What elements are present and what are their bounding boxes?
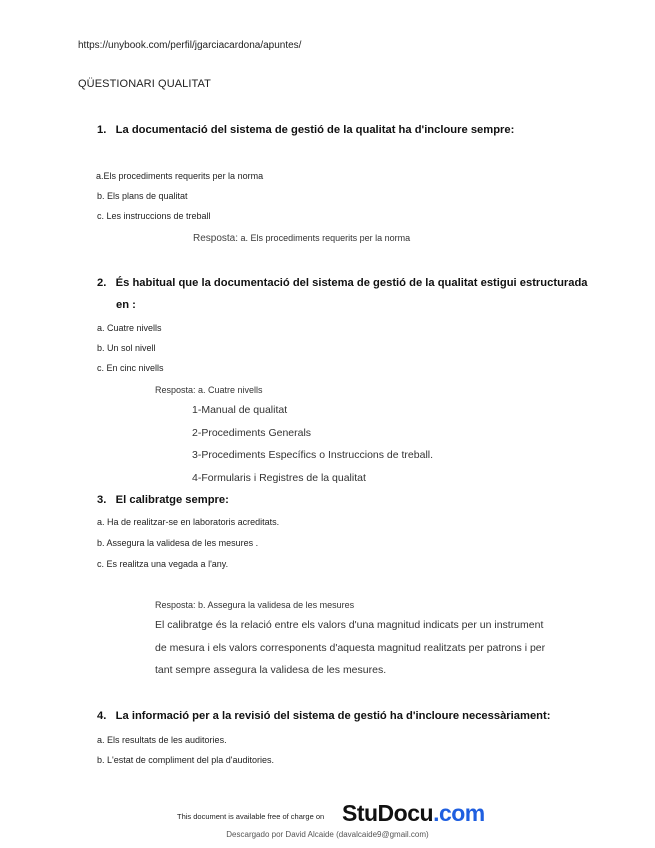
option-c: c. Es realitza una vegada a l'any. <box>97 559 229 569</box>
question-2-continuation: en : <box>116 299 136 311</box>
question-3 <box>97 494 229 506</box>
answer-text: a. Els procediments requerits per la norma <box>240 233 411 243</box>
logo-domain: .com <box>433 800 485 826</box>
explanation-line: de mesura i els valors corresponents d'aquesta magnitud realitzats per patrons i per <box>155 642 546 654</box>
option-b: b. Assegura la validesa de les mesures . <box>97 538 259 548</box>
option-a: a. Ha de realitzar-se en laboratoris acreditats. <box>97 517 280 527</box>
option-b: b. Un sol nivell <box>97 343 156 353</box>
answer-3: Resposta: b. Assegura la validesa de les mesures <box>155 600 355 610</box>
option-c: c. Les instruccions de treball <box>97 211 211 221</box>
explanation-line: tant sempre assegura la validesa de les mesures. <box>155 664 387 676</box>
level-item: 3-Procediments Específics o Instruccions de treball. <box>192 449 434 461</box>
logo-text: StuDocu <box>342 800 434 826</box>
explanation-line: El calibratge és la relació entre els valors d'una magnitud indicats per un instrument <box>155 619 544 631</box>
level-item: 4-Formularis i Registres de la qualitat <box>192 472 366 484</box>
studocu-logo[interactable] <box>342 800 485 827</box>
option-a: a. Els resultats de les auditories. <box>97 735 227 745</box>
level-item: 2-Procediments Generals <box>192 427 312 439</box>
download-attribution: Descargado por David Alcaide (davalcaide9@gmail.com) <box>226 830 429 839</box>
question-number: 3. <box>97 494 107 506</box>
question-text: La documentació del sistema de gestió de la qualitat ha d'incloure sempre: <box>115 124 515 136</box>
level-item: 1-Manual de qualitat <box>192 404 288 416</box>
source-url[interactable]: https://unybook.com/perfil/jgarciacardona/apuntes/ <box>78 40 302 51</box>
question-2 <box>97 277 588 289</box>
answer-1 <box>193 233 410 244</box>
page-title: QÜESTIONARI QUALITAT <box>78 78 211 90</box>
question-text: El calibratge sempre: <box>115 494 229 506</box>
question-number: 4. <box>97 710 107 722</box>
question-1 <box>97 124 514 136</box>
question-number: 2. <box>97 277 107 289</box>
option-a: a. Cuatre nivells <box>97 323 162 333</box>
option-c: c. En cinc nivells <box>97 363 164 373</box>
question-4 <box>97 710 550 722</box>
option-a: a.Els procediments requerits per la norma <box>96 171 264 181</box>
question-text: La informació per a la revisió del sistema de gestió ha d'incloure necessàriament: <box>115 710 551 722</box>
option-b: b. Els plans de qualitat <box>97 191 188 201</box>
answer-2: Resposta: a. Cuatre nivells <box>155 385 263 395</box>
question-text: És habitual que la documentació del sistema de gestió de la qualitat estigui estructurada <box>115 277 588 289</box>
availability-note: This document is available free of charge on <box>177 812 325 821</box>
question-number: 1. <box>97 124 107 136</box>
answer-label: Resposta: <box>193 233 239 244</box>
option-b: b. L'estat de compliment del pla d'auditories. <box>97 755 275 765</box>
